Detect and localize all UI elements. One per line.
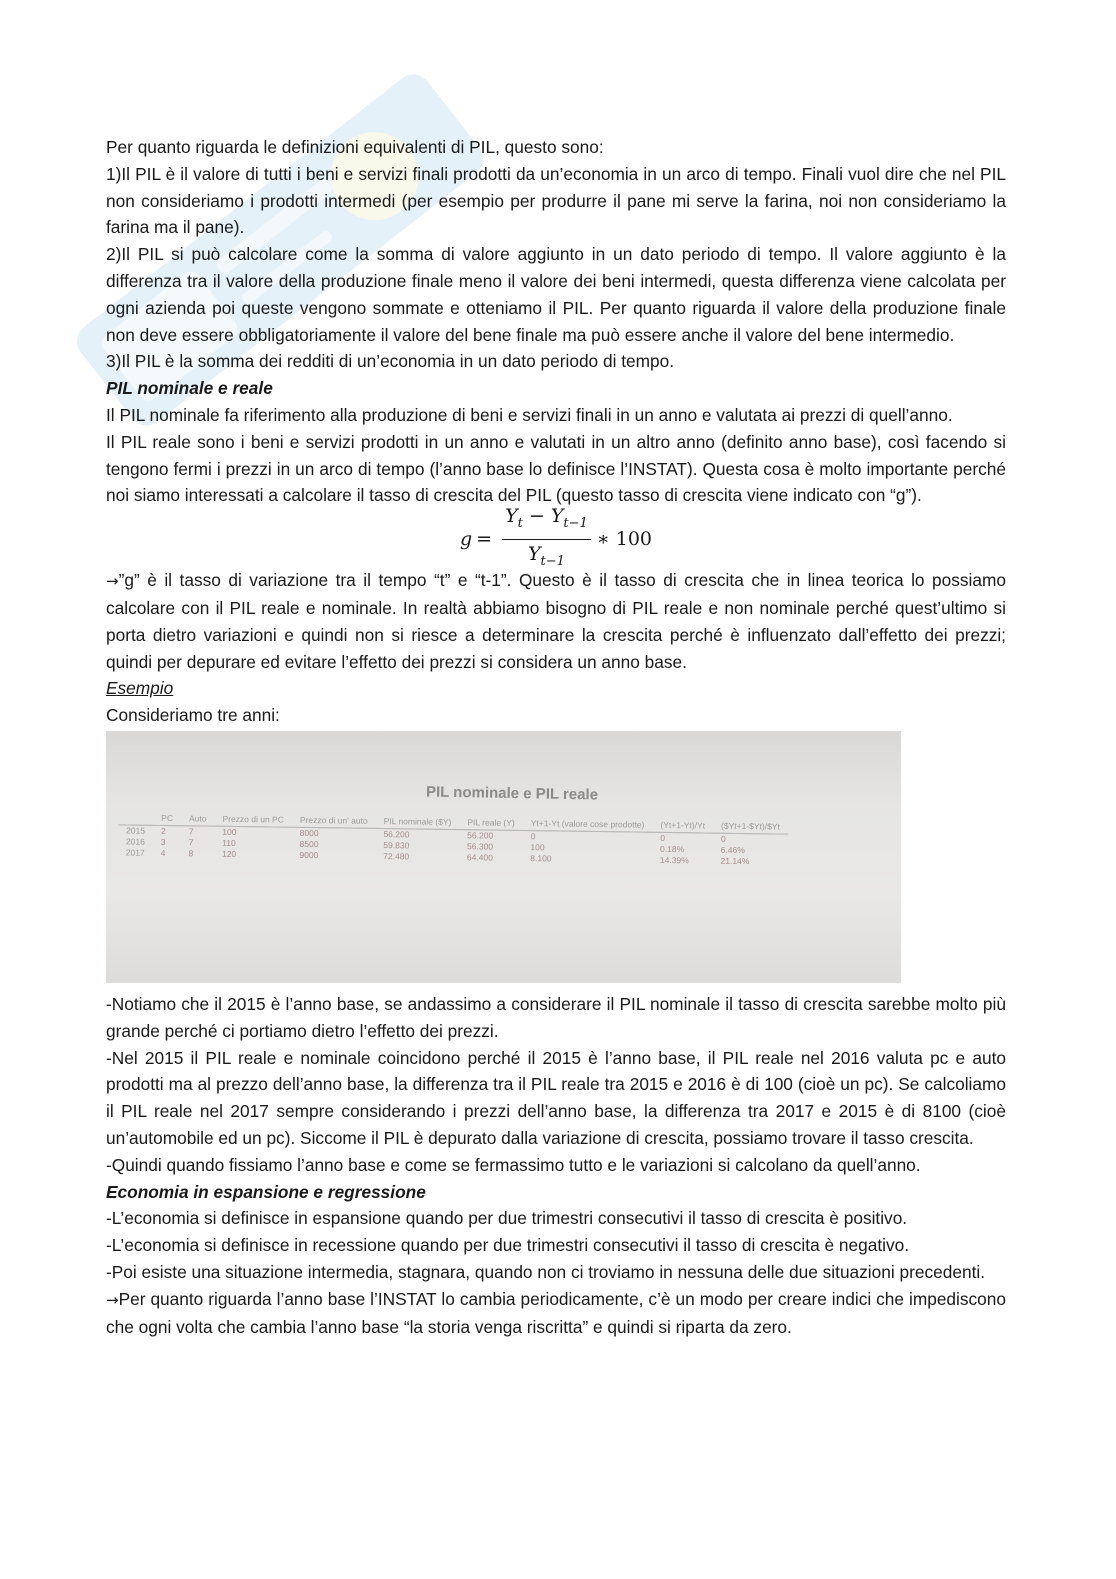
g-explanation [106,567,1006,675]
formula-fraction [502,503,591,575]
table-header-cell: ($Yt+1-$Yt)/$Yt [713,819,788,835]
nota-1: -Notiamo che il 2015 è l’anno base, se andassimo a considerare il PIL nominale il tasso di crescita sarebbe molto più grande perché ci portiamo dietro l’effetto dei prezzi. [106,993,1006,1041]
heading-economia: Economia in espansione e regressione [106,1181,426,1202]
table-cell: 0.18% [660,843,685,855]
recessione-text: -L’economia si definisce in recessione quando per due trimestri consecutivi il tasso di crescita è negativo. [106,1235,910,1256]
formula-num-y2: Y [550,505,564,528]
nota-3: -Quindi quando fissiamo l’anno base e come se fermassimo tutto e le variazioni si calcolano da quell’anno. [106,1154,921,1175]
table-cell: 64.400 [466,852,493,863]
heading-esempio: Esempio [106,678,174,699]
table-cell: 8500 [299,838,319,850]
formula-equals: = [476,527,493,550]
table-cell: 100 [530,842,545,853]
pil-table [118,810,788,867]
tre-anni-text: Consideriamo tre anni: [106,705,280,726]
table-cell: 14.39% [659,854,689,866]
formula-num-sub-t1: t−1 [563,515,588,531]
table-cell: 8 [188,848,194,859]
table-cell: 72.480 [383,850,410,862]
table-cell: 0 [720,833,726,844]
table-cell: 100 [222,826,237,837]
table-year-cell: 2015 [126,825,146,836]
arrow-icon: → [106,572,119,591]
definition-2: 2)Il PIL si può calcolare come la somma di valore aggiunto in un dato periodo di tempo. Il valore aggiunto è la differenza tra il valore della produzione finale meno il valore dei beni intermedi, questa differenza viene calcolata per ogni azienda poi queste vengono sommate e otteniamo il PIL. Per quanto riguarda il valore della produzione finale non deve essere obbligatoriamente il valore del bene finale ma può essere anche il valore del bene intermedio. [106,244,1006,345]
arrow-icon: → [106,1290,119,1309]
intro-text: Per quanto riguarda le definizioni equivalenti di PIL, questo sono: [106,137,604,157]
table-cell: 59.830 [383,839,410,851]
formula-num-y: Y [505,505,518,528]
table-cell: 7 [188,837,194,848]
table-cell: 2 [160,825,166,836]
table-cell: 56.300 [466,841,494,852]
formula-den-sub: t−1 [540,553,565,569]
table-header-cell: PIL nominale ($Y) [376,814,460,830]
table-cell: 56.200 [383,828,410,840]
pil-reale-text: Il PIL reale sono i beni e servizi prodotti in un anno e valutati in un altro anno (definito anno base), così facendo si tengono fermi i prezzi in un arco di tempo (l’anno base lo definisce l’INSTAT). Questa cosa è molto importante perché noi siamo interessati a calcolare il tasso di crescita del PIL (questo tasso di crescita viene indicato con “g”). [106,431,1006,506]
pil-nominale-text: Il PIL nominale fa riferimento alla produzione di beni e servizi finali in un anno e valutata ai prezzi di quell’anno. [106,404,953,425]
table-year-cell: 2016 [125,836,145,847]
table-header-cell: PIL reale (Y) [459,815,523,830]
table-header-cell [118,810,153,825]
formula-den-y: Y [527,542,541,565]
table-cell: 3 [160,836,166,847]
table-cell: 4 [160,847,166,858]
formula-numerator [502,503,591,540]
stagnara-text: -Poi esiste una situazione intermedia, stagnara, quando non ci troviamo in nessuna delle due situazioni precedenti. [106,1261,986,1282]
table-year-cell: 2017 [125,847,145,858]
growth-rate-formula [106,505,1006,569]
table-cell: 120 [221,848,237,859]
table-cell: 110 [222,837,236,848]
instat-text [106,1286,1006,1341]
formula-lhs: g [459,527,473,550]
table-cell: 8.100 [530,853,552,864]
table-cell: 21.14% [720,855,750,867]
table-header-cell: Prezzo di un' auto [292,813,376,829]
g-explanation-text: ”g” è il tasso di variazione tra il tempo “t” e “t-1”. Questo è il tasso di crescita che in linea teorica lo possiamo calcolare con il PIL reale e nominale. In realtà abbiamo bisogno di PIL reale e non nominale perché quest’ultimo si porta dietro variazioni e quindi non si riesce a determinare la crescita perché è influenzato dall’effetto dei prezzi; quindi per depurare ed evitare l’effetto dei prezzi si considera un anno base. [106,570,1006,672]
table-header-cell: (Yt+1-Yt)/Yt [652,818,713,833]
document-body [106,134,1006,1340]
table-cell: 0 [530,831,536,842]
table-header-cell: Yt+1-Yt (valore cose prodotte) [523,816,653,832]
formula-rhs: ∗ 100 [596,527,653,550]
table-cell: 9000 [299,849,319,861]
instat-text-body: Per quanto riguarda l’anno base l’INSTAT lo cambia periodicamente, c’è un modo per creare indici che impediscono che ogni volta che cambia l’anno base “la storia venga riscritta” e quindi si riparta da zero. [106,1288,1006,1337]
table-photo [106,731,901,983]
table-photo-title: PIL nominale e PIL reale [425,783,599,804]
heading-pil-nominale-reale: PIL nominale e reale [106,378,273,399]
table-header-cell: Auto [181,811,215,826]
table-cell: 6.46% [720,844,745,856]
definition-3: 3)Il PIL è la somma dei redditi di un’economia in un dato periodo di tempo. [106,351,675,372]
espansione-text: -L’economia si definisce in espansione quando per due trimestri consecutivi il tasso di crescita è positivo. [106,1208,908,1229]
table-cell: 0 [660,832,666,843]
nota-2: -Nel 2015 il PIL reale e nominale coincidono perché il 2015 è l’anno base, il PIL reale nel 2016 valuta pc e auto prodotti ma al prezzo dell’anno base, la differenza tra il PIL reale tra 2015 e 2016 è di 100 (cioè un pc). Se calcoliamo il PIL reale nel 2017 sempre considerando i prezzi dell’anno base, la differenza tra 2017 e 2015 è di 8100 (cioè un’automobile ed un pc). Siccome il PIL è depurato dalla variazione di crescita, possiamo trovare il tasso crescita. [106,1047,1006,1148]
table-header-cell: PC [153,811,181,826]
formula-num-sub-t: t [517,515,523,531]
table-cell: 8000 [299,827,319,839]
table-header-cell: Prezzo di un PC [214,812,292,828]
definition-1: 1)Il PIL è il valore di tutti i beni e servizi finali prodotti da un’economia in un arco di tempo. Finali vuol dire che nel PIL non consideriamo i prodotti intermedi (per esempio per produrre il pane mi serve la farina, noi non consideriamo la farina ma il pane). [106,163,1006,238]
table-cell: 56.200 [467,830,494,841]
formula-minus: − [528,505,545,528]
table-cell: 7 [188,826,194,837]
